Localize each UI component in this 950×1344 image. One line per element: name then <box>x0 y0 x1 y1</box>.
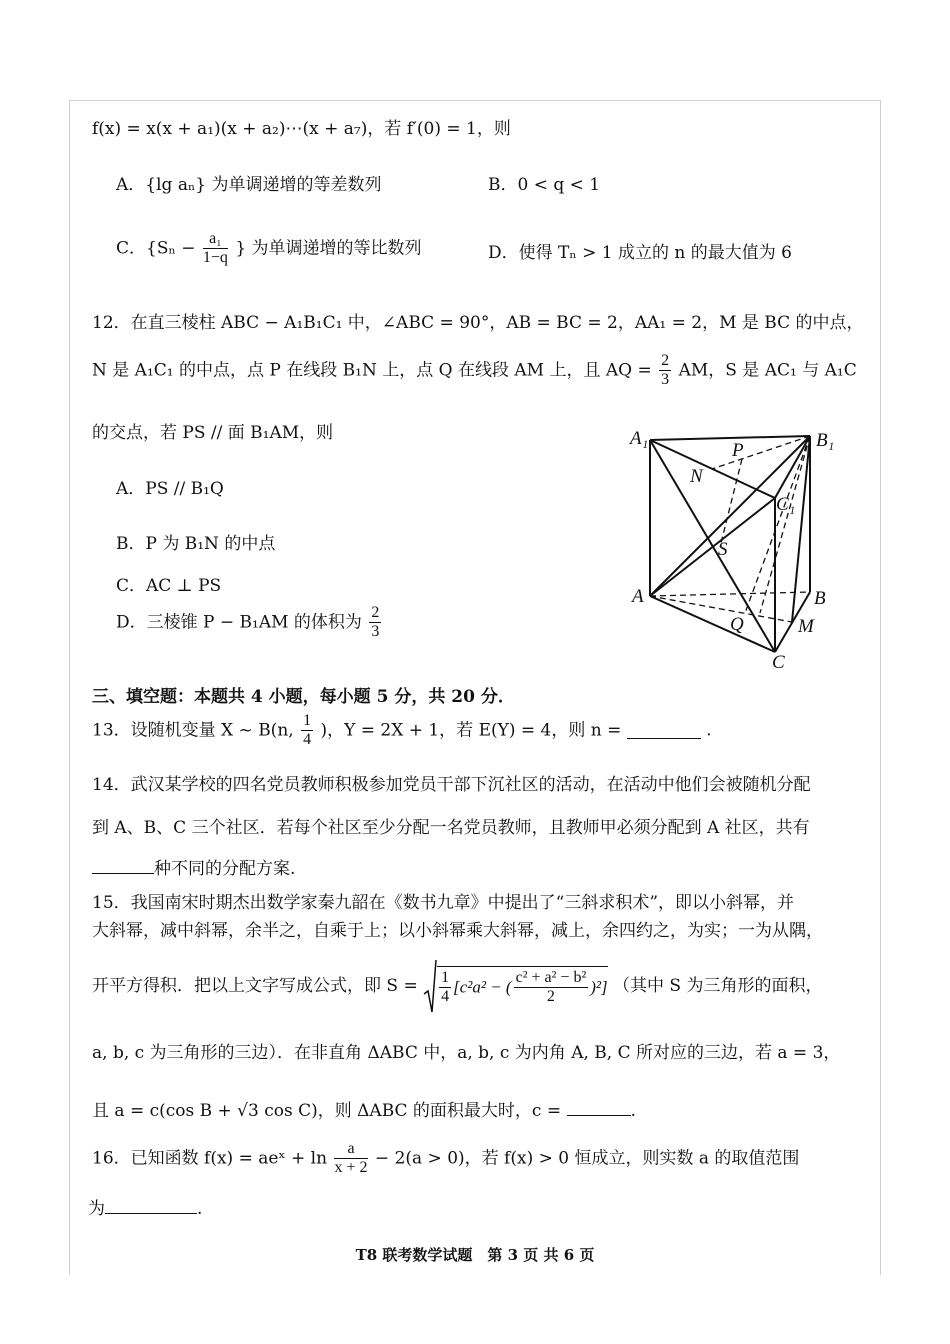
q15-line4: a, b, c 为三角形的三边）．在非直角 ΔABC 中，a, b, c 为内角 A, B, C 所对应的三边，若 a = 3， <box>92 1043 841 1063</box>
line-a-b1 <box>650 436 810 596</box>
line-b1-q-dashed <box>745 436 810 613</box>
label-m: M <box>798 616 814 637</box>
q15-sqrt-formula <box>423 958 608 1014</box>
q15-inner-den: 2 <box>546 988 555 1005</box>
label-a1: A₁ <box>630 428 649 449</box>
label-p: P <box>732 440 744 461</box>
q12-option-c: C．AC ⊥ PS <box>116 576 222 596</box>
page-footer: T8 联考数学试题 第 3 页 共 6 页 <box>355 1246 595 1264</box>
q12-line1: 12．在直三棱柱 ABC − A₁B₁C₁ 中，∠ABC = 90°，AB = BC = 2，AA₁ = 2，M 是 BC 的中点， <box>92 313 864 333</box>
q11-option-c-pre: C．{Sₙ − <box>116 238 196 259</box>
q14-line2: 到 A、B、C 三个社区．若每个社区至少分配一名党员教师，且教师甲必须分配到 A 社区，共有 <box>92 818 810 838</box>
q13-num: 1 <box>303 712 312 729</box>
q15-quarter-num: 1 <box>441 969 450 986</box>
q15-line3-post: （其中 S 为三角形的面积， <box>613 976 823 996</box>
q12-option-a: A．PS // B₁Q <box>116 479 224 499</box>
q14-line1: 14．武汉某学校的四名党员教师积极参加党员干部下沉社区的活动，在活动中他们会被随机分配 <box>92 775 811 795</box>
q13-answer-blank[interactable] <box>627 722 701 739</box>
q11-option-c-num: a₁ <box>203 230 228 249</box>
q15-line3 <box>92 958 822 1020</box>
q16-line2-text: 为 <box>88 1199 105 1219</box>
q12-line2-num: 2 <box>661 352 670 369</box>
q15-inner-fraction <box>514 969 589 1006</box>
label-c1: C₁ <box>776 494 796 515</box>
q15-inner-num: c² + a² − b² <box>515 969 587 986</box>
q15-line1: 15．我国南宋时期杰出数学家秦九韶在《数书九章》中提出了“三斜求积术”，即以小斜幂，并 <box>92 893 795 913</box>
q11-option-c-den: 1−q <box>202 249 228 266</box>
label-c: C <box>772 652 785 673</box>
q15-answer-blank[interactable] <box>567 1099 631 1116</box>
q11-option-d: D．使得 Tₙ > 1 成立的 n 的最大值为 6 <box>488 243 792 263</box>
q12-option-d-den: 3 <box>371 623 380 640</box>
q12-option-d-num: 2 <box>371 604 380 621</box>
label-b1: B₁ <box>816 430 835 451</box>
q16-line1 <box>92 1140 799 1190</box>
q12-line3: 的交点，若 PS // 面 B₁AM，则 <box>92 423 334 443</box>
q13 <box>92 712 712 762</box>
label-s: S <box>718 539 728 560</box>
q16-fraction <box>334 1140 367 1177</box>
q12-line2-post: AM，S 是 AC₁ 与 A₁C <box>678 360 857 381</box>
q16-pre: 16．已知函数 f(x) = aeˣ + ln <box>92 1148 328 1169</box>
q16-post: − 2(a > 0)，若 f(x) > 0 恒成立，则实数 a 的取值范围 <box>374 1148 800 1169</box>
q15-line3-pre: 开平方得积．把以上文字写成公式，即 S = <box>92 976 418 996</box>
q16-answer-blank[interactable] <box>105 1197 197 1214</box>
q16-end: . <box>197 1199 203 1219</box>
page-frame-top <box>69 100 881 101</box>
q11-option-c-fraction <box>203 230 228 267</box>
q15-formula-tail: )²] <box>590 977 608 997</box>
q13-den: 4 <box>303 731 312 748</box>
q14-answer-blank[interactable] <box>92 857 154 874</box>
q13-end: . <box>706 720 712 741</box>
edge-a-c <box>650 596 775 652</box>
q15-line5 <box>92 1099 636 1122</box>
q15-line2: 大斜幂，减中斜幂，余半之，自乘于上；以小斜幂乘大斜幂，减上，余四约之，为实；一为从隅， <box>92 921 823 941</box>
q12-option-d-fraction <box>369 604 381 641</box>
sqrt-sign <box>423 958 437 1014</box>
q14-line3 <box>92 857 295 880</box>
line-a1-c <box>650 440 775 652</box>
q15-quarter <box>439 969 451 1006</box>
q13-pre: 13．设随机变量 X ~ B(n, <box>92 720 294 741</box>
q12-line2-fraction <box>659 352 671 389</box>
label-n: N <box>690 466 703 487</box>
q12-option-d <box>116 604 383 654</box>
line-b1-a-dashed <box>760 436 810 613</box>
edge-a1-b1 <box>650 436 810 440</box>
q13-post: )，Y = 2X + 1，若 E(Y) = 4，则 n = <box>320 720 622 741</box>
q12-option-b: B．P 为 B₁N 的中点 <box>116 534 276 554</box>
line-p-s-dashed <box>720 459 742 547</box>
q11-option-c-post: } 为单调递增的等比数列 <box>235 238 422 259</box>
q12-line2-den: 3 <box>661 371 670 388</box>
q15-quarter-den: 4 <box>441 988 450 1005</box>
q12-option-d-pre: D．三棱锥 P − B₁AM 的体积为 <box>116 612 362 633</box>
q11-option-b: B．0 < q < 1 <box>488 175 601 195</box>
label-q: Q <box>730 614 744 635</box>
prism-figure <box>620 420 850 675</box>
q15-formula-body: [c²a² − ( <box>453 977 512 997</box>
q16-line2 <box>88 1197 202 1220</box>
line-a-m-dashed <box>650 596 792 622</box>
q16-num: a <box>334 1140 367 1159</box>
q15-line5-pre: 且 a = c(cos B + √3 cos C)，则 ΔABC 的面积最大时，c = <box>92 1101 562 1121</box>
page-frame-right <box>880 100 881 1275</box>
q14-line3-text: 种不同的分配方案. <box>154 859 296 879</box>
section3-title: 三、填空题：本题共 4 小题，每小题 5 分，共 20 分． <box>92 687 515 707</box>
label-a: A <box>632 586 644 607</box>
q12-line2-pre: N 是 A₁C₁ 的中点，点 P 在线段 B₁N 上，点 Q 在线段 AM 上，且 AQ = <box>92 360 652 381</box>
q11-option-c <box>116 230 422 280</box>
q16-den: x + 2 <box>334 1159 368 1176</box>
label-b: B <box>814 588 826 609</box>
q12-line2 <box>92 352 857 402</box>
q15-line5-end: . <box>630 1101 636 1121</box>
q13-fraction <box>301 712 313 749</box>
q11-option-a: A．{lg aₙ} 为单调递增的等差数列 <box>116 175 382 195</box>
edge-a-b-dashed <box>650 592 810 596</box>
q11-stem: f(x) = x(x + a₁)(x + a₂)⋯(x + a₇)，若 f′(0) = 1，则 <box>92 119 511 139</box>
page-frame-left <box>69 100 70 1275</box>
